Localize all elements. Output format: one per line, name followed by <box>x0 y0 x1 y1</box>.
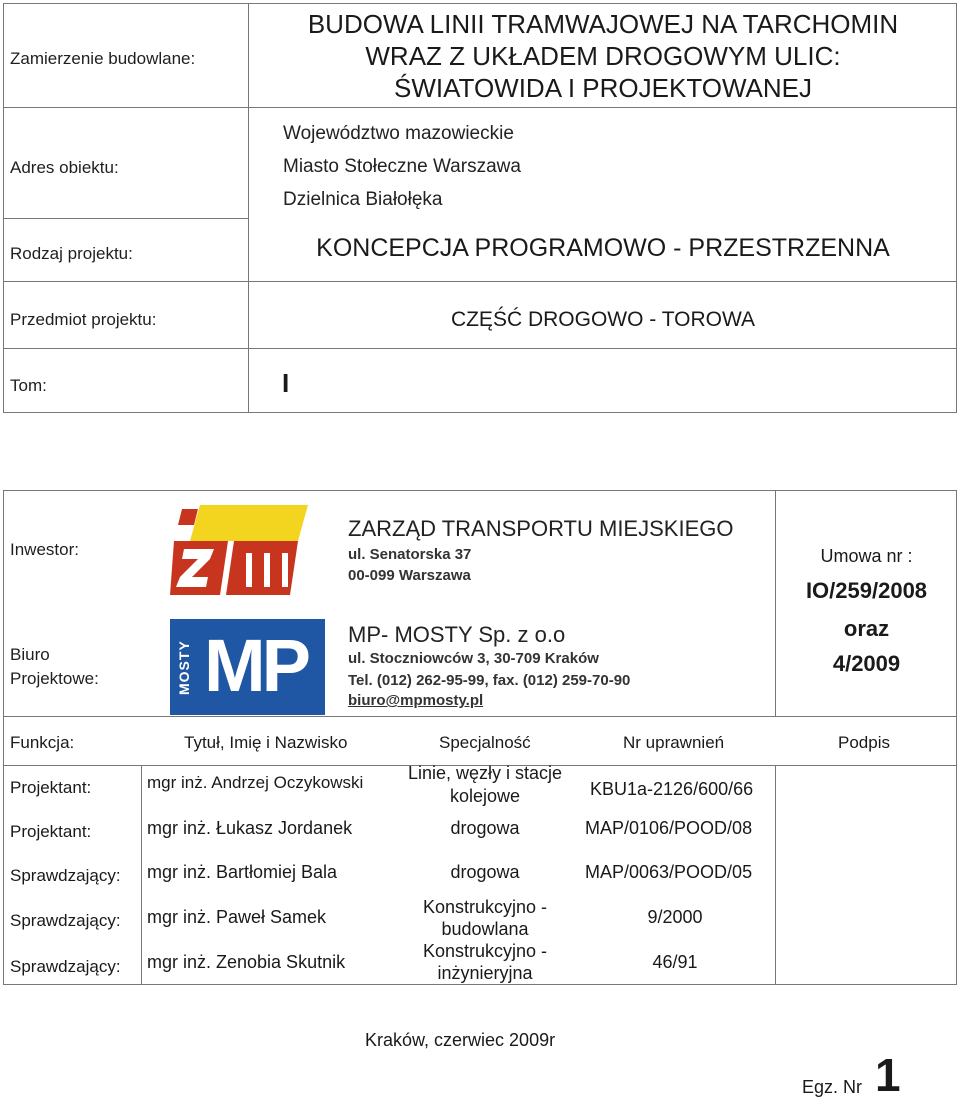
header-nr-uprawnien: Nr uprawnień <box>623 733 725 752</box>
biuro-email-link[interactable]: biuro@mpmosty.pl <box>348 692 484 709</box>
tom-label: Tom: <box>10 376 47 395</box>
biuro-name: MP- MOSTY Sp. z o.o <box>348 622 566 647</box>
address-line: Dzielnica Białołęka <box>283 189 443 210</box>
project-title-line: BUDOWA LINII TRAMWAJOWEJ NA TARCHOMIN <box>307 9 899 39</box>
ztm-logo-icon <box>170 505 308 595</box>
table-divider <box>3 716 957 717</box>
row-nr: KBU1a-2126/600/66 <box>590 779 754 799</box>
place-date: Kraków, czerwiec 2009r <box>365 1030 556 1050</box>
row-funkcja: Sprawdzający: <box>10 957 121 976</box>
umowa-number-1: IO/259/2008 <box>805 578 928 603</box>
specjalnosc-line: inżynieryjna <box>437 963 533 983</box>
row-specjalnosc: drogowa <box>450 818 520 838</box>
tom-value: I <box>282 368 290 398</box>
project-title <box>250 8 956 104</box>
row-nr: 46/91 <box>652 952 698 972</box>
row-nr: MAP/0063/POOD/05 <box>585 862 753 882</box>
row-funkcja: Sprawdzający: <box>10 866 121 885</box>
header-osoba: Tytuł, Imię i Nazwisko <box>184 733 348 752</box>
row-specjalnosc <box>390 896 580 940</box>
row-funkcja: Sprawdzający: <box>10 911 121 930</box>
specjalnosc-line: Konstrukcyjno - <box>422 897 548 917</box>
header-funkcja: Funkcja: <box>10 733 75 752</box>
zamierzenie-label: Zamierzenie budowlane: <box>10 49 196 68</box>
biuro-label <box>10 643 99 691</box>
przedmiot-label: Przedmiot projektu: <box>10 310 157 329</box>
row-osoba: mgr inż. Bartłomiej Bala <box>147 862 338 882</box>
table-divider <box>3 107 957 108</box>
header-specjalnosc: Specjalność <box>439 733 531 752</box>
egz-number: 1 <box>875 1049 901 1101</box>
specjalnosc-line: Konstrukcyjno - <box>422 941 548 961</box>
row-funkcja: Projektant: <box>10 822 92 841</box>
row-specjalnosc <box>390 762 580 808</box>
row-osoba: mgr inż. Zenobia Skutnik <box>147 952 346 972</box>
ztm-logo <box>170 505 308 595</box>
table-divider <box>775 765 776 985</box>
table-divider <box>141 765 142 985</box>
biuro-phone: Tel. (012) 262-95-99, fax. (012) 259-70-90 <box>348 672 631 689</box>
inwestor-label: Inwestor: <box>10 540 79 559</box>
row-osoba: mgr inż. Andrzej Oczykowski <box>147 773 364 792</box>
project-title-line: ŚWIATOWIDA I PROJEKTOWANEJ <box>394 73 812 103</box>
table-divider <box>3 218 248 219</box>
row-nr: MAP/0106/POOD/08 <box>585 818 753 838</box>
specjalnosc-line: kolejowe <box>449 786 521 806</box>
biuro-street: ul. Stoczniowców 3, 30-709 Kraków <box>348 650 599 667</box>
biuro-label-line: Projektowe: <box>10 669 99 688</box>
table-divider <box>248 3 249 413</box>
umowa-label: Umowa nr : <box>820 546 913 566</box>
logo-side-text: MOSTY <box>176 640 192 695</box>
adres-label: Adres obiektu: <box>10 158 119 177</box>
przedmiot-value: CZĘŚĆ DROGOWO - TOROWA <box>450 308 756 331</box>
specjalnosc-line: Linie, węzły i stacje <box>407 763 563 783</box>
specjalnosc-line: budowlana <box>441 919 529 939</box>
row-specjalnosc <box>390 940 580 984</box>
egz-label: Egz. Nr <box>802 1077 863 1097</box>
row-nr: 9/2000 <box>647 907 703 927</box>
address-line: Miasto Stołeczne Warszawa <box>283 156 521 177</box>
umowa-number-2: 4/2009 <box>832 651 901 676</box>
umowa-oraz: oraz <box>843 616 890 641</box>
investor-street: ul. Senatorska 37 <box>348 546 472 563</box>
rodzaj-value: KONCEPCJA PROGRAMOWO - PRZESTRZENNA <box>316 234 890 262</box>
row-funkcja: Projektant: <box>10 778 92 797</box>
row-osoba: mgr inż. Łukasz Jordanek <box>147 818 353 838</box>
row-specjalnosc: drogowa <box>450 862 520 882</box>
row-osoba: mgr inż. Paweł Samek <box>147 907 327 927</box>
mp-mosty-logo <box>170 619 325 715</box>
header-podpis: Podpis <box>838 733 890 752</box>
investor-city: 00-099 Warszawa <box>348 567 471 584</box>
rodzaj-label: Rodzaj projektu: <box>10 244 133 263</box>
table-divider <box>3 348 957 349</box>
logo-main-text: MP <box>204 624 307 707</box>
project-title-line: WRAZ Z UKŁADEM DROGOWYM ULIC: <box>365 41 841 71</box>
table-divider <box>3 281 957 282</box>
biuro-label-line: Biuro <box>10 645 50 664</box>
address-line: Województwo mazowieckie <box>283 123 514 144</box>
biuro-email-wrap <box>348 692 483 710</box>
address-block <box>283 117 521 216</box>
investor-name: ZARZĄD TRANSPORTU MIEJSKIEGO <box>348 516 734 541</box>
